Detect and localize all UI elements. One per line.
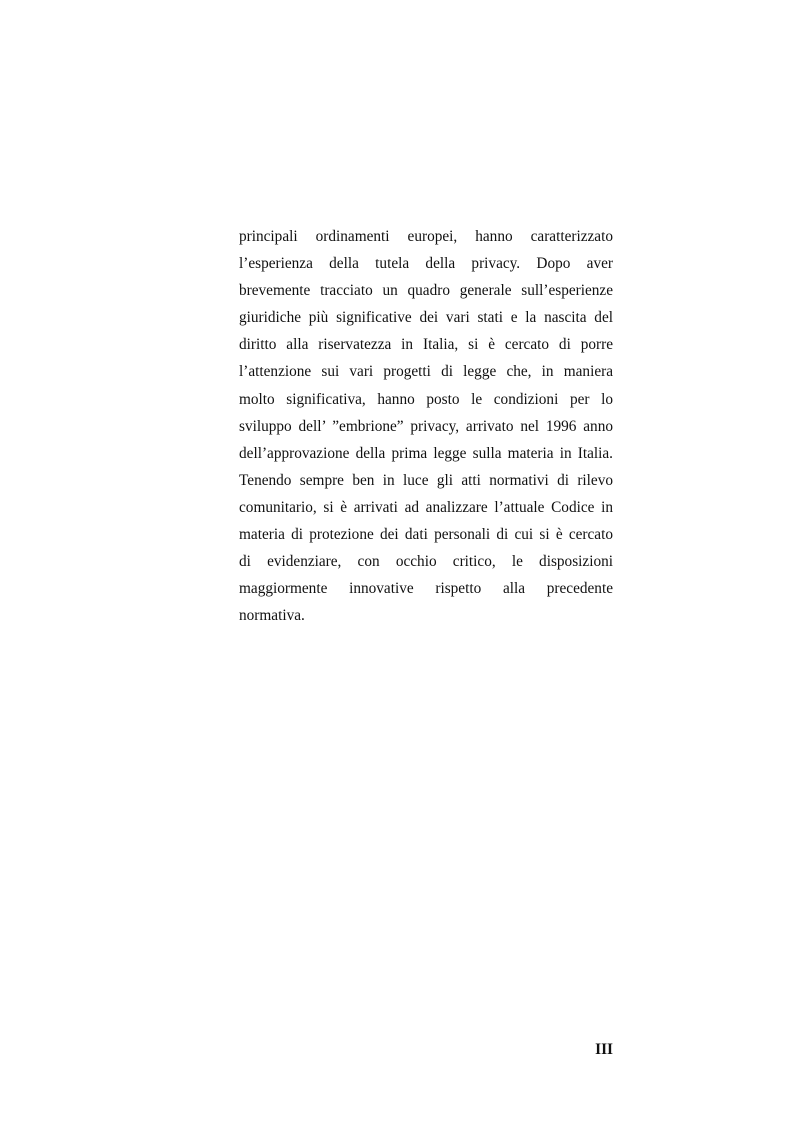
body-line: molto significativa, hanno posto le condizioni per lo — [239, 390, 613, 408]
page-number: III — [595, 1041, 613, 1058]
body-line: brevemente tracciato un quadro generale sull’esperienze — [239, 282, 613, 300]
body-paragraph — [239, 223, 613, 629]
body-line: materia di protezione dei dati personali di cui si è cercato — [239, 526, 613, 544]
body-line: comunitario, si è arrivati ad analizzare l’attuale Codice in — [239, 498, 613, 516]
body-line: l’esperienza della tutela della privacy. Dopo aver — [239, 255, 613, 273]
body-line: giuridiche più significative dei vari stati e la nascita del — [239, 309, 613, 327]
body-line: Tenendo sempre ben in luce gli atti normativi di rilevo — [239, 471, 613, 489]
body-line: sviluppo dell’ ”embrione” privacy, arrivato nel 1996 anno — [239, 417, 613, 435]
body-line: l’attenzione sui vari progetti di legge che, in maniera — [239, 363, 613, 381]
body-line: diritto alla riservatezza in Italia, si è cercato di porre — [239, 336, 613, 354]
body-line-last: normativa. — [239, 607, 305, 625]
body-line: principali ordinamenti europei, hanno caratterizzato — [239, 228, 613, 245]
body-line: maggiormente innovative rispetto alla precedente — [239, 580, 613, 598]
body-line: dell’approvazione della prima legge sulla materia in Italia. — [239, 444, 613, 462]
body-line: di evidenziare, con occhio critico, le disposizioni — [239, 553, 613, 571]
